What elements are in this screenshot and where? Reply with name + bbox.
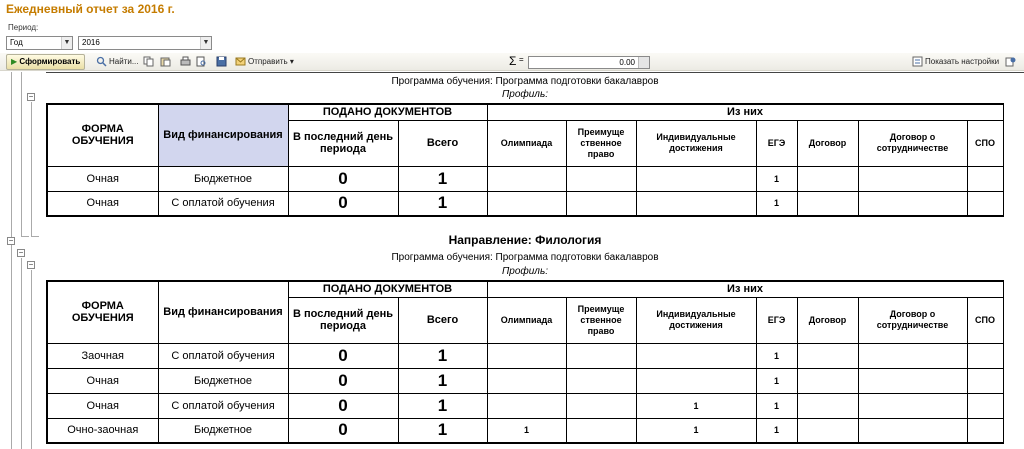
report-sheet[interactable] <box>0 72 1024 449</box>
generate-label: Сформировать <box>19 57 81 66</box>
cell-achievements: 1 <box>636 418 756 443</box>
cell-olymp <box>487 343 566 368</box>
header-form: ФОРМА ОБУЧЕНИЯ <box>47 281 158 343</box>
cell-olymp <box>487 393 566 418</box>
header-priority: Преимуще ственное право <box>566 297 636 343</box>
table-row <box>47 191 1003 216</box>
sum-icon: Σ <box>509 54 517 68</box>
save-button[interactable] <box>216 55 229 69</box>
cell-contract <box>797 368 858 393</box>
show-settings-label: Показать настройки <box>925 57 1000 66</box>
cell-ege: 1 <box>756 418 797 443</box>
cell-olymp <box>487 191 566 216</box>
cell-ege: 1 <box>756 393 797 418</box>
header-ege: ЕГЭ <box>756 120 797 166</box>
search-icon <box>96 56 107 67</box>
cell-achievements: 1 <box>636 393 756 418</box>
outline-cap <box>31 236 39 237</box>
header-total: Всего <box>398 120 487 166</box>
cell-total: 1 <box>398 343 487 368</box>
collapse-group-button[interactable]: − <box>18 248 24 257</box>
chevron-down-icon[interactable]: ▼ <box>200 37 211 49</box>
cell-total: 1 <box>398 191 487 216</box>
cell-last-day: 0 <box>288 191 398 216</box>
generate-button[interactable] <box>6 54 85 70</box>
cell-contract-coop <box>858 393 967 418</box>
preview-button[interactable] <box>196 55 209 69</box>
period-value-select[interactable] <box>78 36 212 50</box>
header-achievements: Индивидуальные достижения <box>636 120 756 166</box>
copy-icon <box>143 56 154 67</box>
cell-last-day: 0 <box>288 166 398 191</box>
cell-olymp <box>487 166 566 191</box>
cell-last-day: 0 <box>288 343 398 368</box>
send-button[interactable] <box>235 55 294 69</box>
header-funding: Вид финансирования <box>158 104 288 166</box>
chevron-down-icon[interactable]: ▼ <box>61 37 72 49</box>
cell-contract-coop <box>858 191 967 216</box>
sum-value: 0.00 <box>619 58 635 67</box>
cell-priority <box>566 166 636 191</box>
cell-contract <box>797 191 858 216</box>
header-spo: СПО <box>967 120 1003 166</box>
print-button[interactable] <box>180 55 193 69</box>
collapse-group-button[interactable]: − <box>28 92 34 101</box>
outline-cap <box>21 236 29 237</box>
cell-ege: 1 <box>756 343 797 368</box>
cell-priority <box>566 191 636 216</box>
cell-form: Очно-заочная <box>47 418 158 443</box>
cell-spo <box>967 343 1003 368</box>
cell-last-day: 0 <box>288 418 398 443</box>
cell-last-day: 0 <box>288 368 398 393</box>
header-contract: Договор <box>797 120 858 166</box>
cell-contract-coop <box>858 166 967 191</box>
cell-form: Очная <box>47 166 158 191</box>
header-spo: СПО <box>967 297 1003 343</box>
find-button[interactable] <box>96 55 139 69</box>
header-funding: Вид финансирования <box>158 281 288 343</box>
cell-funding: С оплатой обучения <box>158 393 288 418</box>
cell-total: 1 <box>398 393 487 418</box>
cell-total: 1 <box>398 368 487 393</box>
cell-form: Очная <box>47 368 158 393</box>
cell-achievements <box>636 166 756 191</box>
cell-achievements <box>636 368 756 393</box>
cell-total: 1 <box>398 418 487 443</box>
period-type-value: Год <box>10 38 23 47</box>
print-icon <box>180 56 191 67</box>
play-icon: ▶ <box>11 57 18 66</box>
period-type-select[interactable] <box>6 36 73 50</box>
header-olymp: Олимпиада <box>487 120 566 166</box>
header-submitted: ПОДАНО ДОКУМЕНТОВ <box>288 104 487 120</box>
cell-spo <box>967 166 1003 191</box>
cell-ege: 1 <box>756 191 797 216</box>
program-title: Программа обучения: Программа подготовки бакалавров <box>391 76 659 87</box>
cell-last-day: 0 <box>288 393 398 418</box>
cell-spo <box>967 393 1003 418</box>
cell-spo <box>967 418 1003 443</box>
profile-label: Профиль: <box>502 89 548 100</box>
direction-title: Направление: Филология <box>448 233 602 247</box>
table-row <box>47 343 1003 368</box>
envelope-icon <box>235 56 246 67</box>
calculator-icon[interactable] <box>638 57 649 68</box>
sheet-top-border <box>46 72 1024 74</box>
cell-contract <box>797 418 858 443</box>
cell-ege: 1 <box>756 166 797 191</box>
parameters-panel <box>0 19 1024 51</box>
collapse-group-button[interactable]: − <box>8 236 14 245</box>
settings-icon <box>912 56 923 67</box>
cell-contract <box>797 166 858 191</box>
cell-spo <box>967 191 1003 216</box>
header-of-them: Из них <box>487 281 1003 297</box>
outline-line <box>21 72 22 237</box>
extra-button[interactable] <box>1005 55 1018 69</box>
cell-priority <box>566 368 636 393</box>
cell-contract-coop <box>858 343 967 368</box>
table-row <box>47 166 1003 191</box>
cell-achievements <box>636 343 756 368</box>
header-total: Всего <box>398 297 487 343</box>
cell-achievements <box>636 191 756 216</box>
outline-line <box>11 72 12 449</box>
header-ege: ЕГЭ <box>756 297 797 343</box>
cell-form: Заочная <box>47 343 158 368</box>
period-value: 2016 <box>82 38 100 47</box>
paste-button[interactable] <box>160 55 173 69</box>
header-contract-coop: Договор о сотрудничестве <box>858 297 967 343</box>
header-submitted: ПОДАНО ДОКУМЕНТОВ <box>288 281 487 297</box>
outline-line <box>21 258 22 449</box>
cell-funding: С оплатой обучения <box>158 191 288 216</box>
outline-line <box>31 102 32 237</box>
chevron-down-icon: ▾ <box>289 57 294 66</box>
paste-icon <box>160 56 171 67</box>
copy-button[interactable] <box>143 55 156 69</box>
collapse-group-button[interactable]: − <box>28 260 34 269</box>
table-row <box>47 368 1003 393</box>
table-row <box>47 418 1003 443</box>
cell-form: Очная <box>47 393 158 418</box>
cell-olymp <box>487 368 566 393</box>
outline-line <box>31 270 32 449</box>
header-contract: Договор <box>797 297 858 343</box>
header-of-them: Из них <box>487 104 1003 120</box>
table-row <box>47 393 1003 418</box>
cell-form: Очная <box>47 191 158 216</box>
report-settings-icon <box>1005 56 1016 67</box>
header-priority: Преимуще ственное право <box>566 120 636 166</box>
show-settings-button[interactable] <box>912 55 999 69</box>
grouping-outline <box>0 72 46 449</box>
cell-priority <box>566 393 636 418</box>
preview-icon <box>196 56 207 67</box>
profile-label: Профиль: <box>502 266 548 277</box>
cell-priority <box>566 343 636 368</box>
cell-funding: Бюджетное <box>158 166 288 191</box>
cell-olymp: 1 <box>487 418 566 443</box>
cell-contract <box>797 393 858 418</box>
header-last-day: В последний день периода <box>288 297 398 343</box>
header-olymp: Олимпиада <box>487 297 566 343</box>
header-form: ФОРМА ОБУЧЕНИЯ <box>47 104 158 166</box>
cell-contract <box>797 343 858 368</box>
send-label: Отправить <box>248 57 288 66</box>
window-title: Ежедневный отчет за 2016 г. <box>6 2 175 16</box>
header-contract-coop: Договор о сотрудничестве <box>858 120 967 166</box>
cell-contract-coop <box>858 368 967 393</box>
cell-funding: Бюджетное <box>158 418 288 443</box>
cell-ege: 1 <box>756 368 797 393</box>
cell-funding: С оплатой обучения <box>158 343 288 368</box>
cell-spo <box>967 368 1003 393</box>
cell-total: 1 <box>398 166 487 191</box>
find-label: Найти... <box>109 57 139 66</box>
program-title: Программа обучения: Программа подготовки бакалавров <box>391 252 659 263</box>
report-table <box>46 280 1004 444</box>
save-icon <box>216 56 227 67</box>
cell-priority <box>566 418 636 443</box>
equals-sign: = <box>519 55 524 64</box>
header-achievements: Индивидуальные достижения <box>636 297 756 343</box>
report-table <box>46 103 1004 217</box>
cell-funding: Бюджетное <box>158 368 288 393</box>
cell-contract-coop <box>858 418 967 443</box>
sum-field[interactable] <box>528 56 650 69</box>
header-last-day: В последний день периода <box>288 120 398 166</box>
period-label: Период: <box>8 23 39 32</box>
